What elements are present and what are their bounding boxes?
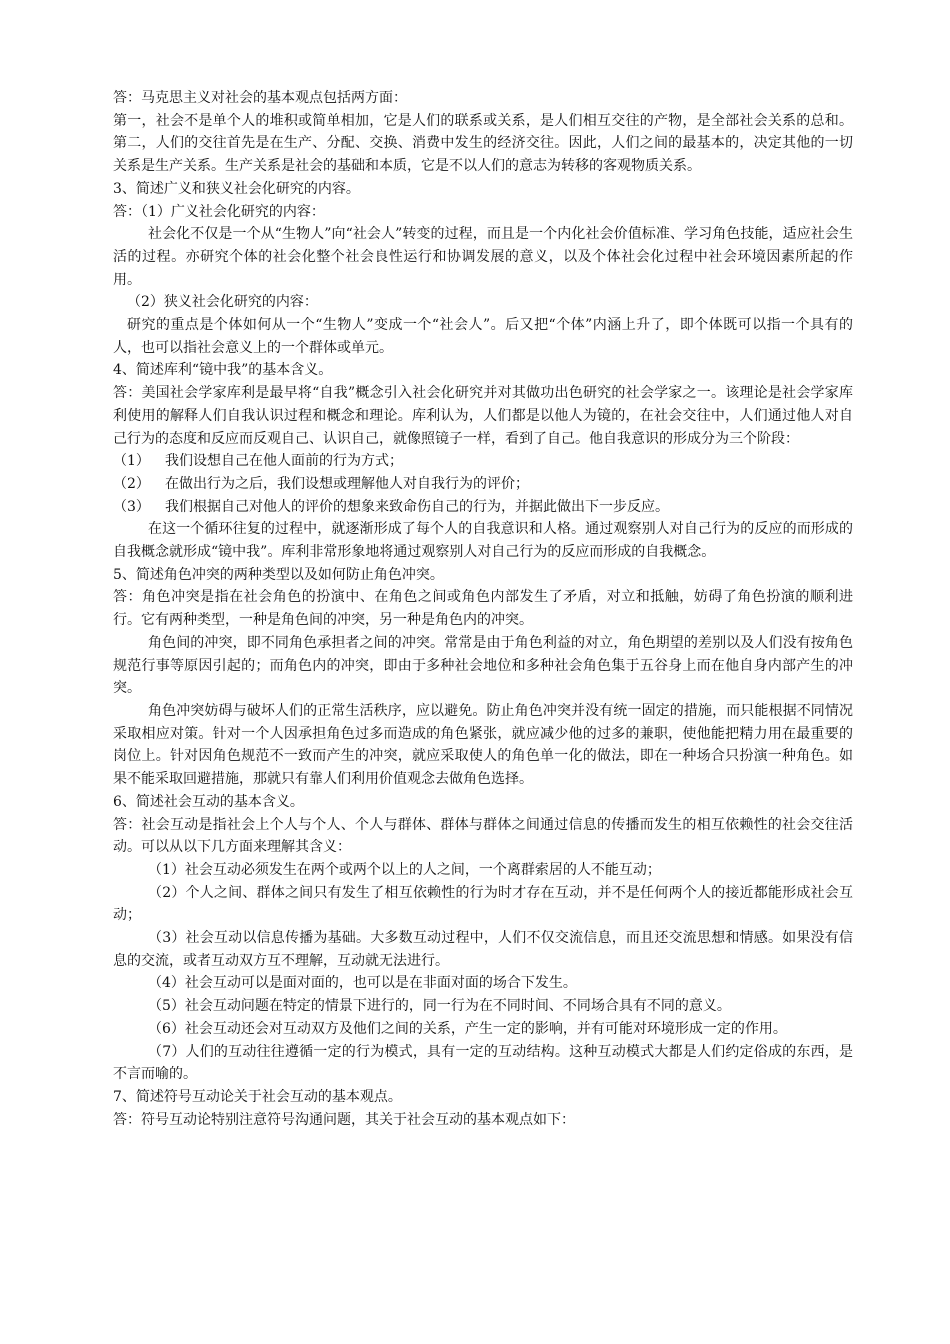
question-5-heading: 5、简述角色冲突的两种类型以及如何防止角色冲突。 <box>113 566 444 583</box>
list-item: （7）人们的互动往往遵循一定的行为模式，具有一定的互动结构。这种互动模式大都是人们约定俗成的东西，是不言而喻的。 <box>113 1043 853 1083</box>
answer-intro: 答：马克思主义对社会的基本观点包括两方面： <box>113 90 407 106</box>
list-item: （5）社会互动问题在特定的情景下进行的，同一行为在不同时间、不同场合具有不同的意义。 <box>148 998 731 1015</box>
question-4-heading: 4、简述库利“镜中我”的基本含义。 <box>113 362 333 379</box>
answer-paragraph: 第一，社会不是单个人的堆积或简单相加，它是人们的联系或关系，是人们相互交往的产物，是全部社会关系的总和。第二，人们的交往首先是在生产、分配、交换、消费中发生的经济交往。因此，人们之间的最基本的，决定其他的一切关系是生产关系。生产关系是社会的基础和本质，它是不以人们的意志为转移的客观物质关系。 <box>113 112 853 175</box>
list-item: （6）社会互动还会对互动双方及他们之间的关系，产生一定的影响，并有可能对环境形成一定的作用。 <box>148 1020 787 1037</box>
stage-text: 我们根据自己对他人的评价的想象来致命伤自己的行为，并据此做出下一步反应。 <box>165 498 669 515</box>
stage-number: （1） <box>113 453 150 470</box>
list-item: （2）个人之间、群体之间只有发生了相互依赖性的行为时才存在互动，并不是任何两个人的接近都能形成社会互动； <box>113 884 853 924</box>
question-6-heading: 6、简述社会互动的基本含义。 <box>113 793 304 810</box>
stage-text: 在做出行为之后，我们设想或理解他人对自我行为的评价； <box>165 475 529 492</box>
answer-paragraph: 答：符号互动论特别注意符号沟通问题，其关于社会互动的基本观点如下： <box>113 1111 575 1128</box>
stage-number: （3） <box>113 498 150 515</box>
stage-item <box>113 473 853 496</box>
answer-paragraph: 答：社会互动是指社会上个人与个人、个人与群体、群体与群体之间通过信息的传播而发生的相互依赖性的社会交往活动。可以从以下几方面来理解其含义： <box>113 816 853 856</box>
answer-paragraph: 研究的重点是个体如何从一个“生物人”变成一个“社会人”。后又把“个体”内涵上升了，即个体既可以指一个具有的人，也可以指社会意义上的一个群体或单元。 <box>113 317 853 356</box>
list-item: （3）社会互动以信息传播为基础。大多数互动过程中，人们不仅交流信息，而且还交流思想和情感。如果没有信息的交流，或者互动双方互不理解，互动就无法进行。 <box>113 930 853 969</box>
answer-paragraph: 社会化不仅是一个从“生物人”向“社会人”转变的过程，而且是一个内化社会价值标准、学习角色技能，适应社会生活的过程。亦研究个体的社会化整个社会良性运行和协调发展的意义，以及个体社会化过程中社会环境因素所起的作用。 <box>113 226 853 288</box>
answer-paragraph: 答：角色冲突是指在社会角色的扮演中、在角色之间或角色内部发生了矛盾，对立和抵触，妨碍了角色扮演的顺利进行。它有两种类型，一种是角色间的冲突，另一种是角色内的冲突。 <box>113 589 853 629</box>
answer-paragraph: 角色冲突妨碍与破坏人们的正常生活秩序，应以避免。防止角色冲突并没有统一固定的措施，而只能根据不同情况采取相应对策。针对一个人因承担角色过多而造成的角色紧张，就应减少他的过多的兼职，使他能把精力用在最重要的岗位上。针对因角色规范不一致而产生的冲突，就应采取使人的角色单一化的做法，即在一种场合只扮演一种角色。如果不能采取回避措施，那就只有靠人们利用价值观念去做角色选择。 <box>113 702 853 788</box>
sub-heading: （2）狭义社会化研究的内容： <box>127 294 318 311</box>
answer-paragraph: 答：美国社会学家库利是最早将“自我”概念引入社会化研究并对其做功出色研究的社会学家之一。该理论是社会学家库利使用的解释人们自我认识过程和概念和理论。库利认为，人们都是以他人为镜的，在社会交往中，人们通过他人对自己行为的态度和反应而反观自己、认识自己，就像照镜子一样，看到了自己。他自我意识的形成分为三个阶段： <box>113 385 853 447</box>
answer-paragraph: 角色间的冲突，即不同角色承担者之间的冲突。常常是由于角色利益的对立，角色期望的差别以及人们没有按角色规范行事等原因引起的；而角色内的冲突，即由于多种社会地位和多种社会角色集于五谷身上而在他自身内部产生的冲突。 <box>113 634 853 697</box>
stage-item <box>113 496 853 519</box>
list-item: （4）社会互动可以是面对面的，也可以是在非面对面的场合下发生。 <box>148 975 577 992</box>
question-3-heading: 3、简述广义和狭义社会化研究的内容。 <box>113 180 360 197</box>
answer-paragraph: 在这一个循环往复的过程中，就逐渐形成了每个人的自我意识和人格。通过观察别人对自己行为的反应的而形成的自我概念就形成“镜中我”。库利非常形象地将通过观察别人对自己行为的反应而形成的自我概念。 <box>113 521 853 561</box>
stage-text: 我们设想自己在他人面前的行为方式； <box>165 453 403 470</box>
document-body <box>113 87 853 1131</box>
question-7-heading: 7、简述符号互动论关于社会互动的基本观点。 <box>113 1088 402 1105</box>
answer-intro: 答：（1）广义社会化研究的内容： <box>113 203 325 220</box>
list-item: （1）社会互动必须发生在两个或两个以上的人之间，一个离群索居的人不能互动； <box>148 861 661 878</box>
stage-item <box>113 450 853 473</box>
stage-number: （2） <box>113 475 150 492</box>
